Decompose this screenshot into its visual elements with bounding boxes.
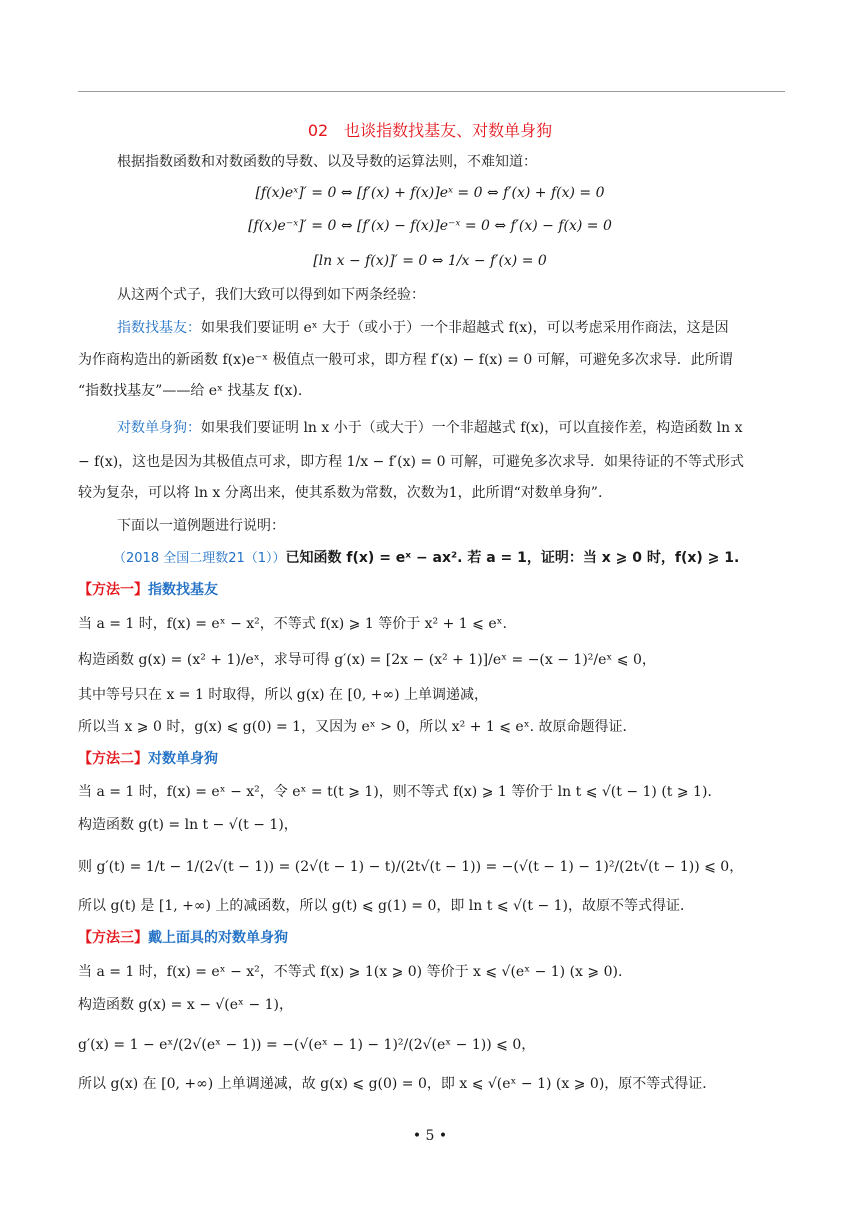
example-text: 已知函数 f(x) = eˣ − ax². 若 a = 1，证明：当 x ⩾ 0 时，f(x) ⩾ 1. bbox=[285, 550, 740, 566]
exp-single-line-2: − f(x)，这也是因为其极值点可求，即方程 1/x − f′(x) = 0 可解，可避免多次求导．如果待证的不等式形式 bbox=[78, 454, 744, 470]
method-2-title: 对数单身狗 bbox=[148, 751, 218, 767]
exp-single-line-3: 较为复杂，可以将 ln x 分离出来，使其系数为常数，次数为1，此所谓“对数单身狗”. bbox=[78, 485, 603, 501]
example-source: （2018 全国二理数21（1）） bbox=[113, 551, 286, 566]
exp-friend-text-1: 如果我们要证明 eˣ 大于（或小于）一个非超越式 f(x)，可以考虑采用作商法，这是因 bbox=[201, 320, 729, 336]
method-2-tag-open: 【 bbox=[78, 751, 92, 767]
header-rule bbox=[78, 91, 785, 92]
method-1-line-3: 其中等号只在 x = 1 时取得，所以 g(x) 在 [0, +∞) 上单调递减， bbox=[78, 687, 489, 703]
method-3-title: 戴上面具的对数单身狗 bbox=[148, 930, 288, 946]
exp-friend-line-1 bbox=[117, 318, 729, 338]
method-1-heading bbox=[78, 580, 218, 600]
method-2-line-1: 当 a = 1 时，f(x) = eˣ − x²，令 eˣ = t(t ⩾ 1)，则不等式 f(x) ⩾ 1 等价于 ln t ⩽ √(t − 1) (t ⩾ 1). bbox=[78, 784, 712, 800]
exp-single-text-1: 如果我们要证明 ln x 小于（或大于）一个非超越式 f(x)，可以直接作差，构造函数 ln x bbox=[201, 420, 743, 436]
method-2-line-3: 则 g′(t) = 1/t − 1/(2√(t − 1)) = (2√(t − 1) − t)/(2t√(t − 1)) = −(√(t − 1) − 1)²/(2t√(t − 1)) ⩽ 0， bbox=[78, 859, 744, 875]
method-1-line-4: 所以当 x ⩾ 0 时，g(x) ⩽ g(0) = 1，又因为 eˣ > 0，所以 x² + 1 ⩽ eˣ. 故原命题得证． bbox=[78, 719, 637, 735]
method-1-line-2: 构造函数 g(x) = (x² + 1)/eˣ，求导可得 g′(x) = [2x − (x² + 1)]/eˣ = −(x − 1)²/eˣ ⩽ 0， bbox=[78, 652, 656, 668]
equation-1: [f(x)eˣ]′ = 0 ⇔ [f′(x) + f(x)]eˣ = 0 ⇔ f′(x) + f(x) = 0 bbox=[255, 185, 605, 201]
exp-single-label: 对数单身狗： bbox=[117, 420, 201, 436]
example-statement bbox=[113, 548, 739, 569]
method-2-line-4: 所以 g(t) 是 [1, +∞) 上的减函数，所以 g(t) ⩽ g(1) = 0，即 ln t ⩽ √(t − 1)，故原不等式得证． bbox=[78, 898, 695, 914]
exp-single-line-1 bbox=[117, 418, 742, 438]
method-3-line-3: g′(x) = 1 − eˣ/(2√(eˣ − 1)) = −(√(eˣ − 1) − 1)²/(2√(eˣ − 1)) ⩽ 0， bbox=[78, 1037, 536, 1053]
method-1-title: 指数找基友 bbox=[148, 582, 218, 598]
method-1-tag-close: 】 bbox=[134, 582, 148, 598]
method-3-line-1: 当 a = 1 时，f(x) = eˣ − x²，不等式 f(x) ⩾ 1(x ⩾ 0) 等价于 x ⩽ √(eˣ − 1) (x ⩾ 0). bbox=[78, 964, 623, 980]
method-1-line-1: 当 a = 1 时，f(x) = eˣ − x²，不等式 f(x) ⩾ 1 等价于 x² + 1 ⩽ eˣ. bbox=[78, 616, 508, 632]
method-2-line-2: 构造函数 g(t) = ln t − √(t − 1)， bbox=[78, 817, 298, 833]
equation-2: [f(x)e⁻ˣ]′ = 0 ⇔ [f′(x) − f(x)]e⁻ˣ = 0 ⇔ f′(x) − f(x) = 0 bbox=[248, 218, 612, 234]
intro-paragraph: 根据指数函数和对数函数的导数、以及导数的运算法则，不难知道： bbox=[117, 154, 537, 170]
method-3-line-4: 所以 g(x) 在 [0, +∞) 上单调递减，故 g(x) ⩽ g(0) = 0，即 x ⩽ √(eˣ − 1) (x ⩾ 0)，原不等式得证． bbox=[78, 1076, 717, 1092]
example-intro: 下面以一道例题进行说明： bbox=[117, 518, 285, 534]
page-number: • 5 • bbox=[412, 1128, 448, 1144]
equation-3: [ln x − f(x)]′ = 0 ⇔ 1/x − f′(x) = 0 bbox=[313, 253, 547, 269]
exp-friend-line-2: 为作商构造出的新函数 f(x)e⁻ˣ 极值点一般可求，即方程 f′(x) − f(x) = 0 可解，可避免多次求导．此所谓 bbox=[78, 352, 733, 368]
exp-friend-line-3: “指数找基友”——给 eˣ 找基友 f(x). bbox=[78, 383, 303, 399]
method-3-line-2: 构造函数 g(x) = x − √(eˣ − 1)， bbox=[78, 997, 293, 1013]
method-3-heading bbox=[78, 928, 288, 948]
method-3-tag-open: 【 bbox=[78, 930, 92, 946]
method-1-tag-open: 【 bbox=[78, 582, 92, 598]
method-3-tag-close: 】 bbox=[134, 930, 148, 946]
method-2-tag: 方法二 bbox=[92, 751, 134, 767]
section-title: 02 也谈指数找基友、对数单身狗 bbox=[307, 121, 553, 140]
method-3-tag: 方法三 bbox=[92, 930, 134, 946]
exp-friend-label: 指数找基友： bbox=[117, 320, 201, 336]
method-1-tag: 方法一 bbox=[92, 582, 134, 598]
method-2-heading bbox=[78, 749, 218, 769]
method-2-tag-close: 】 bbox=[134, 751, 148, 767]
experience-intro: 从这两个式子，我们大致可以得到如下两条经验： bbox=[117, 287, 425, 303]
